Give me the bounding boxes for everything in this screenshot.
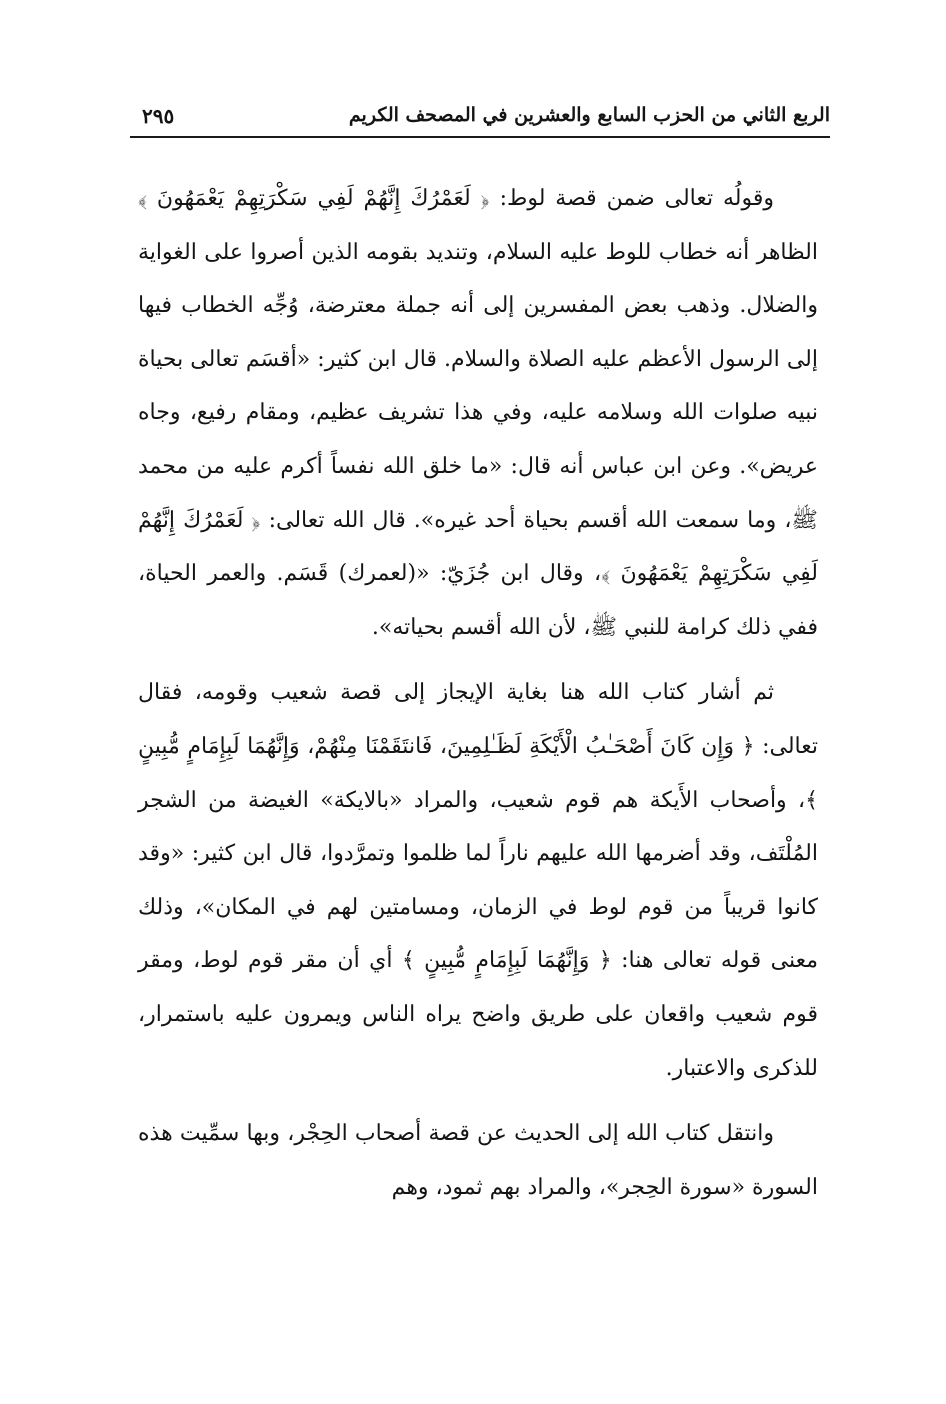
paragraph-shuaib: ثم أشار كتاب الله هنا بغاية الإيجاز إلى قصة شعيب وقومه، فقال تعالى: ﴿ وَإِن كَانَ أَصْحَـٰبُ الْأَيْكَةِ لَظَـٰلِمِينَ، فَانتَقَمْنَا مِنْهُمْ، وَإِنَّهُمَا لَبِإِمَامٍ مُّبِينٍ ﴾، وأصحاب الأَيكة هم قوم شعيب، والمراد «بالايكة» الغيضة من الشجر المُلْتَف، وقد أضرمها الله عليهم ناراً لما ظلموا وتمرَّدوا، قال ابن كثير: «وقد كانوا قريباً من قوم لوط في الزمان، ومسامتين لهم في المكان»، وذلك معنى قوله تعالى هنا: ﴿ وَإِنَّهُمَا لَبِإِمَامٍ مُّبِينٍ ﴾ أي أن مقر قوم لوط، ومقر قوم شعيب واقعان على طريق واضح يراه الناس ويمرون عليه باستمرار، للذكرى والاعتبار. [138, 680, 818, 1081]
paragraph-lot: وقولُه تعالى ضمن قصة لوط: ﴿ لَعَمْرُكَ إِنَّهُمْ لَفِي سَكْرَتِهِمْ يَعْمَهُونَ ﴾ الظاهر أنه خطاب للوط عليه السلام، وتنديد بقومه الذين أصروا على الغواية والضلال. وذهب بعض المفسرين إلى أنه جملة معترضة، وُجِّه الخطاب فيها إلى الرسول الأعظم عليه الصلاة والسلام. قال ابن كثير: «أقسَم تعالى بحياة نبيه صلوات الله وسلامه عليه، وفي هذا تشريف عظيم، ومقام رفيع، وجاه عريض». وعن ابن عباس أنه قال: «ما خلق الله نفساً أكرم عليه من محمد ﷺ، وما سمعت الله أقسم بحياة أحد غيره». قال الله تعالى: ﴿ لَعَمْرُكَ إِنَّهُمْ لَفِي سَكْرَتِهِمْ يَعْمَهُونَ ﴾، وقال ابن جُزَيّ: «(لعمرك) قَسَم. والعمر الحياة، ففي ذلك كرامة للنبي ﷺ، لأن الله أقسم بحياته». [138, 186, 818, 640]
page-number: ٢٩٥ [142, 104, 175, 128]
paragraph-hijr: وانتقل كتاب الله إلى الحديث عن قصة أصحاب الحِجْر، وبها سمِّيت هذه السورة «سورة الحِجر»، والمراد بهم ثمود، وهم [138, 1121, 818, 1200]
header-rule [130, 136, 830, 138]
header-title: الربع الثاني من الحزب السابع والعشرين في المصحف الكريم [348, 104, 830, 126]
running-header [130, 100, 830, 140]
body-text [138, 172, 818, 1214]
